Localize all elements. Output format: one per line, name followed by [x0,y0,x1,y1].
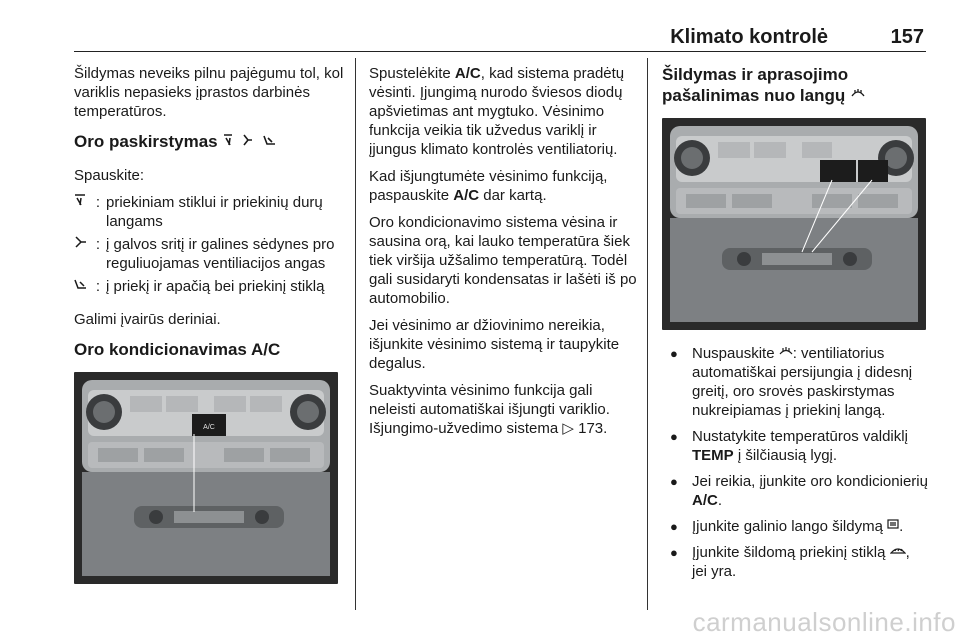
heading-defrost: Šildymas ir aprasojimo pašalinimas nuo langų [662,64,928,106]
distribution-item-text: į galvos sritį ir galines sėdynes pro reguliuojamas ventiliacijos angas [106,236,335,272]
column-divider [355,58,356,610]
heated-windscreen-icon [890,544,906,561]
bullet-item: ● Jei reikia, įjunkite oro kondicionierių A/C. [670,473,928,509]
intro-paragraph: Šildymas neveiks pilnu pajėgumu tol, kol variklis nepasieks įprastos darbinės temperatūros. [74,65,344,120]
heading-air-distribution [74,131,346,154]
page-number: 157 [890,26,924,48]
foot-airflow-icon [74,277,90,296]
bullet-item: ● Nuspauskite : ventiliatorius automatiškai persijungia į didesnį greitį, oro srovės paskirstymas nukreipiamas į priekinį langą. [670,345,913,419]
page-reference-link[interactable]: 173 [578,420,604,437]
page-header [74,0,926,52]
distribution-item-head: : į galvos sritį ir galines sėdynes pro reguliuojamas ventiliacijos angas [74,235,346,273]
fuel-saving-paragraph: Jei vėsinimo ar džiovinimo nereikia, išjunkite vėsinimo sistemą ir taupykite degalus. [369,317,620,372]
column-3 [662,64,928,588]
bullet-item: ● Įjunkite galinio lango šildymą . [670,518,904,535]
windscreen-airflow-icon [74,193,90,231]
climate-panel-defrost-image [662,118,926,330]
stop-start-paragraph: Suaktyvinta vėsinimo funkcija gali neleisti automatiškai išjungti variklio. Išjungimo-užvedimo sistema ▷ 173. [369,382,610,437]
ac-deactivate-paragraph: Kad išjungtumėte vėsinimo funkciją, paspauskite A/C dar kartą. [369,168,608,204]
ac-activate-paragraph: Spustelėkite A/C, kad sistema pradėtų vėsinti. Įjungimą nurodo šviesos diodų apšvietimas ant mygtuko. Vėsinimo funkcija veikia tik užvedus variklį ir įjungus klimato kontrolės ventiliatorių. [369,65,625,158]
temp-label: TEMP [692,447,734,464]
ac-button-label: A/C [203,424,215,431]
ac-label: A/C [454,65,481,82]
ac-label: A/C [453,187,480,204]
head-airflow-icon [74,235,90,273]
page-ref-arrow-icon: ▷ [562,420,574,437]
climate-panel-ac-image [74,372,338,584]
airflow-icons [222,136,278,150]
combinations-note: Galimi įvairūs deriniai. [74,311,221,328]
column-1 [74,64,346,598]
bullet-item: ● Nustatykite temperatūros valdiklį TEMP į šilčiausią lygį. [670,428,908,464]
page-title: Klimato kontrolė [670,26,828,48]
front-defrost-icon [779,345,793,362]
heading-air-conditioning: Oro kondicionavimas A/C [74,340,281,359]
rear-window-heating-icon [887,518,899,535]
front-defrost-icon [850,86,866,105]
bullet-item: ● Įjunkite šildomą priekinį stiklą , jei yra. [670,544,910,580]
distribution-item-text: priekiniam stiklui ir priekinių durų langams [106,194,323,230]
heading-text: Oro paskirstymas [74,132,218,151]
column-divider [647,58,648,610]
distribution-item-text: į priekį ir apačią bei priekinį stiklą [106,278,325,295]
distribution-item-foot: : į priekį ir apačią bei priekinį stiklą [74,277,346,296]
column-2 [369,64,637,446]
ac-label: A/C [692,492,718,509]
watermark: carmanualsonline.info [692,607,956,637]
press-label: Spauskite: [74,167,145,184]
condensation-paragraph: Oro kondicionavimo sistema vėsina ir sausina orą, kai lauko temperatūra šiek tiek viršija užšalimo temperatūrą. Todėl gali susidaryti kondensatas ir lašėti iš po automobilio. [369,214,637,307]
distribution-item-windscreen: : priekiniam stiklui ir priekinių durų langams [74,193,346,231]
